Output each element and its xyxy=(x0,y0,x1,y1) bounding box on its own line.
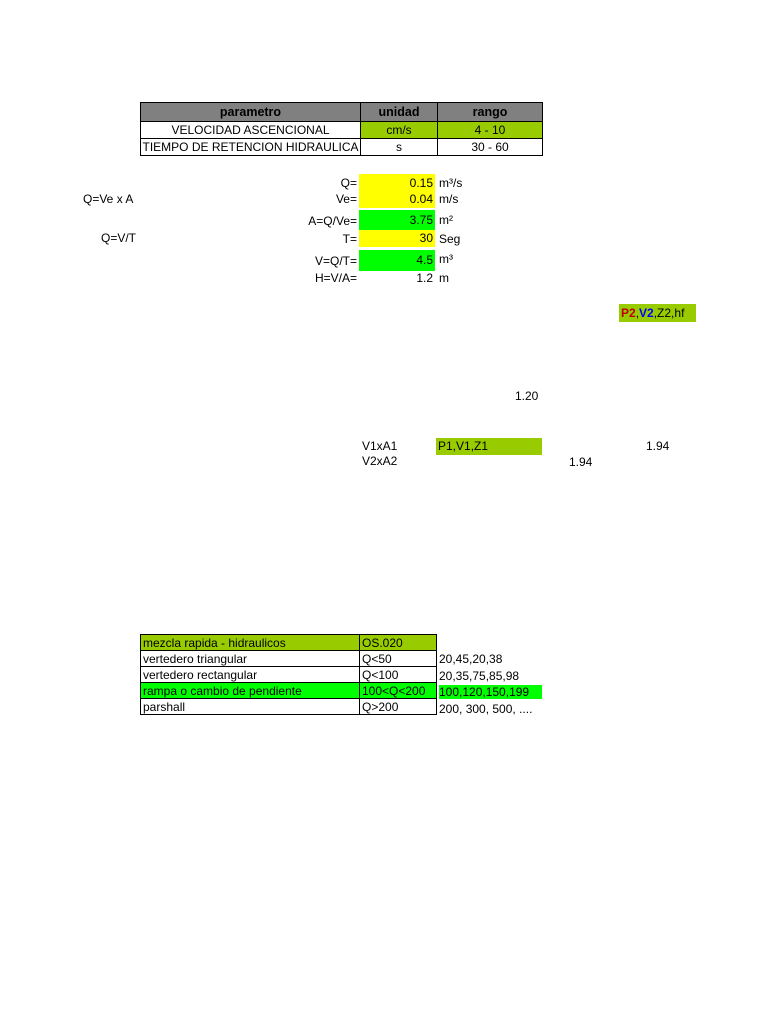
table-row xyxy=(141,699,437,715)
h-value-cell[interactable] xyxy=(359,269,435,287)
v-value: 4.5 xyxy=(416,253,433,267)
rampa-values[interactable]: 100,120,150,199 xyxy=(439,685,542,699)
rest-terms: ,Z2,hf xyxy=(653,306,685,320)
parameter-table xyxy=(140,102,543,156)
cell-condition[interactable]: OS.020 xyxy=(360,635,437,651)
cell-condition[interactable]: Q<100 xyxy=(360,667,437,683)
formula-q-v-t[interactable]: Q=V/T xyxy=(101,231,137,245)
value-1-20[interactable]: 1.20 xyxy=(515,389,539,403)
mixing-table xyxy=(140,634,437,715)
ve-value-cell[interactable] xyxy=(359,190,435,208)
a-value-cell[interactable] xyxy=(359,210,435,231)
q-value: 0.15 xyxy=(409,176,433,190)
cell-condition[interactable]: 100<Q<200 xyxy=(360,683,437,699)
term-separator: , xyxy=(635,306,640,320)
q-unit: m³/s xyxy=(439,176,463,190)
table-row xyxy=(141,635,437,651)
a-value: 3.75 xyxy=(409,213,433,227)
header-unidad: unidad xyxy=(361,103,438,122)
cell-unidad[interactable]: cm/s xyxy=(361,122,438,139)
bernoulli-terms-cell[interactable] xyxy=(619,304,696,322)
table-row xyxy=(141,651,437,667)
cell-parametro[interactable]: TIEMPO DE RETENCION HIDRAULICA xyxy=(142,140,359,154)
triangular-values[interactable]: 20,45,20,38 xyxy=(439,652,503,666)
p1-v1-z1-cell[interactable]: P1,V1,Z1 xyxy=(436,438,542,455)
t-value-cell[interactable] xyxy=(359,230,435,247)
a-unit: m² xyxy=(439,213,453,227)
table-row xyxy=(141,683,437,699)
parameter-table-header xyxy=(141,103,543,122)
value-1-94-a[interactable]: 1.94 xyxy=(646,439,670,453)
formula-q-ve-a[interactable]: Q=Ve x A xyxy=(83,192,134,206)
ve-value: 0.04 xyxy=(409,192,433,206)
v2xa2-label[interactable]: V2xA2 xyxy=(362,454,398,468)
v-unit: m³ xyxy=(439,252,453,266)
cell-name[interactable]: rampa o cambio de pendiente xyxy=(141,683,360,699)
table-row xyxy=(141,667,437,683)
cell-unidad[interactable]: s xyxy=(361,139,438,156)
cell-condition[interactable]: Q>200 xyxy=(360,699,437,715)
ve-unit: m/s xyxy=(439,192,459,206)
value-1-94-b[interactable]: 1.94 xyxy=(569,455,593,469)
cell-name[interactable]: mezcla rapida - hidraulicos xyxy=(141,635,360,651)
a-label: A=Q/Ve= xyxy=(308,214,357,228)
header-rango: rango xyxy=(438,103,543,122)
cell-parametro[interactable]: VELOCIDAD ASCENCIONAL xyxy=(141,122,361,139)
q-label: Q= xyxy=(340,176,357,190)
cell-name[interactable]: parshall xyxy=(141,699,360,715)
v-value-cell[interactable] xyxy=(359,250,435,271)
cell-condition[interactable]: Q<50 xyxy=(360,651,437,667)
table-row xyxy=(141,122,543,139)
cell-rango[interactable]: 4 - 10 xyxy=(438,122,543,139)
parshall-values[interactable]: 200, 300, 500, .... xyxy=(439,702,533,716)
h-unit: m xyxy=(439,271,449,285)
table-row xyxy=(141,139,543,156)
ve-label: Ve= xyxy=(335,192,357,206)
cell-rango[interactable]: 30 - 60 xyxy=(438,139,543,156)
rectangular-values[interactable]: 20,35,75,85,98 xyxy=(439,669,520,683)
p2-term: P2 xyxy=(621,306,636,320)
cell-name[interactable]: vertedero triangular xyxy=(141,651,360,667)
h-value: 1.2 xyxy=(416,271,433,285)
v2-term: V2 xyxy=(639,306,654,320)
t-value: 30 xyxy=(419,231,433,245)
h-label: H=V/A= xyxy=(314,271,357,285)
header-parametro: parametro xyxy=(141,103,361,122)
v1xa1-label[interactable]: V1xA1 xyxy=(362,439,398,453)
v-label: V=Q/T= xyxy=(314,254,357,268)
t-unit: Seg xyxy=(439,232,461,246)
cell-name[interactable]: vertedero rectangular xyxy=(141,667,360,683)
t-label: T= xyxy=(342,232,357,246)
